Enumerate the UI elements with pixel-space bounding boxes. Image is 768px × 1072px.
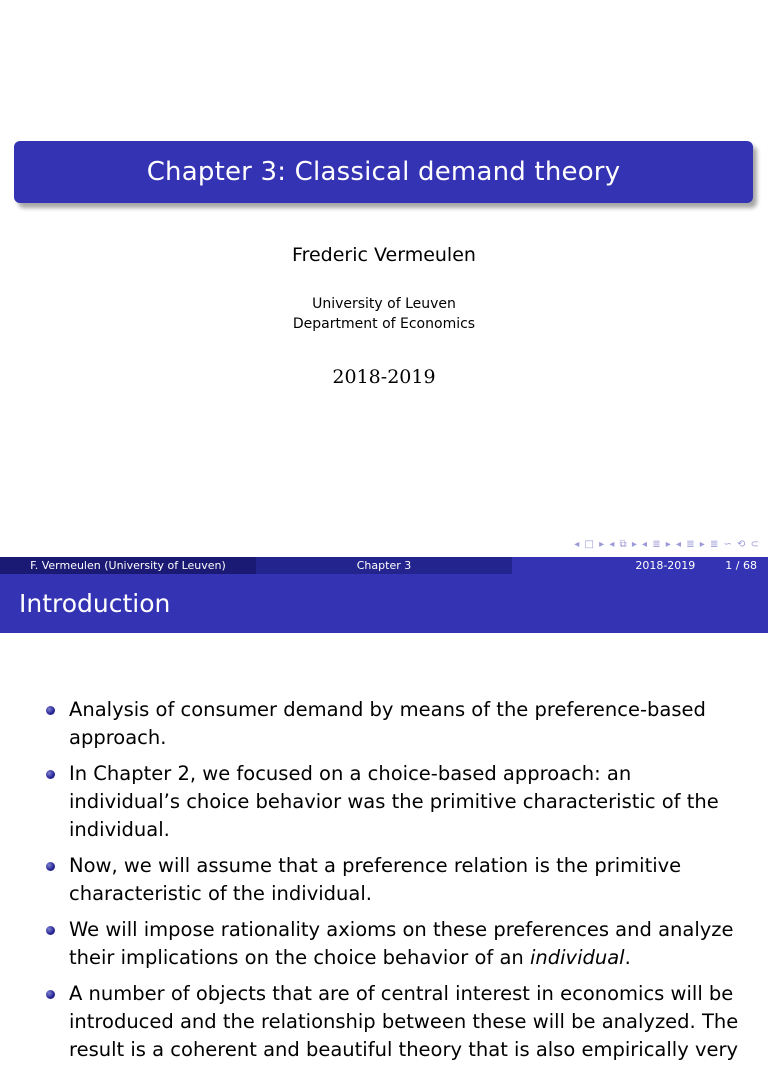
slide-title: Chapter 3: Classical demand theory bbox=[146, 157, 621, 187]
bullet-emphasis: individual bbox=[529, 946, 625, 969]
title-block bbox=[14, 141, 753, 203]
footline-date: 2018-2019 bbox=[635, 559, 696, 572]
footline-author: F. Vermeulen (University of Leuven) bbox=[0, 557, 256, 574]
list-item bbox=[46, 696, 746, 752]
list-item bbox=[46, 980, 746, 1064]
author-name: Frederic Vermeulen bbox=[292, 244, 476, 266]
bullet-icon bbox=[46, 706, 55, 715]
navigation-symbols[interactable]: ◂ □ ▸ ◂ ⧉ ▸ ◂ ≣ ▸ ◂ ≣ ▸ ≣ ∽ ⟲ ⊂ bbox=[574, 539, 760, 550]
bullet-text: In Chapter 2, we focused on a choice-based approach: an individual’s choice behavior was the primitive characteristic of the individual. bbox=[69, 762, 719, 841]
bullet-list bbox=[46, 696, 746, 1072]
bullet-icon bbox=[46, 990, 55, 999]
bullet-icon bbox=[46, 862, 55, 871]
frame-title: Introduction bbox=[19, 589, 171, 618]
list-item bbox=[46, 760, 746, 844]
footline bbox=[0, 557, 768, 574]
institution-line-1: University of Leuven bbox=[312, 296, 456, 312]
footline-right bbox=[512, 557, 768, 574]
bullet-text: Now, we will assume that a preference relation is the primitive characteristic of the individual. bbox=[69, 854, 682, 905]
frame-title-bar bbox=[0, 574, 768, 633]
institution-line-2: Department of Economics bbox=[292, 316, 476, 332]
bullet-text: Analysis of consumer demand by means of the preference-based approach. bbox=[69, 698, 706, 749]
bullet-text: A number of objects that are of central interest in economics will be introduced and the relationship between these will be analyzed. The result is a coherent and beautiful theory that is also empirically very bbox=[69, 982, 739, 1061]
footline-short-title: Chapter 3 bbox=[256, 557, 512, 574]
bullet-text: We will impose rationality axioms on these preferences and analyze their implications on the choice behavior of an bbox=[69, 918, 734, 969]
list-item bbox=[46, 916, 746, 972]
bullet-icon bbox=[46, 770, 55, 779]
list-item bbox=[46, 852, 746, 908]
bullet-text-end: . bbox=[624, 946, 631, 969]
footline-page-number: 1 / 68 bbox=[725, 559, 757, 572]
bullet-icon bbox=[46, 926, 55, 935]
slide-date: 2018-2019 bbox=[332, 366, 436, 388]
